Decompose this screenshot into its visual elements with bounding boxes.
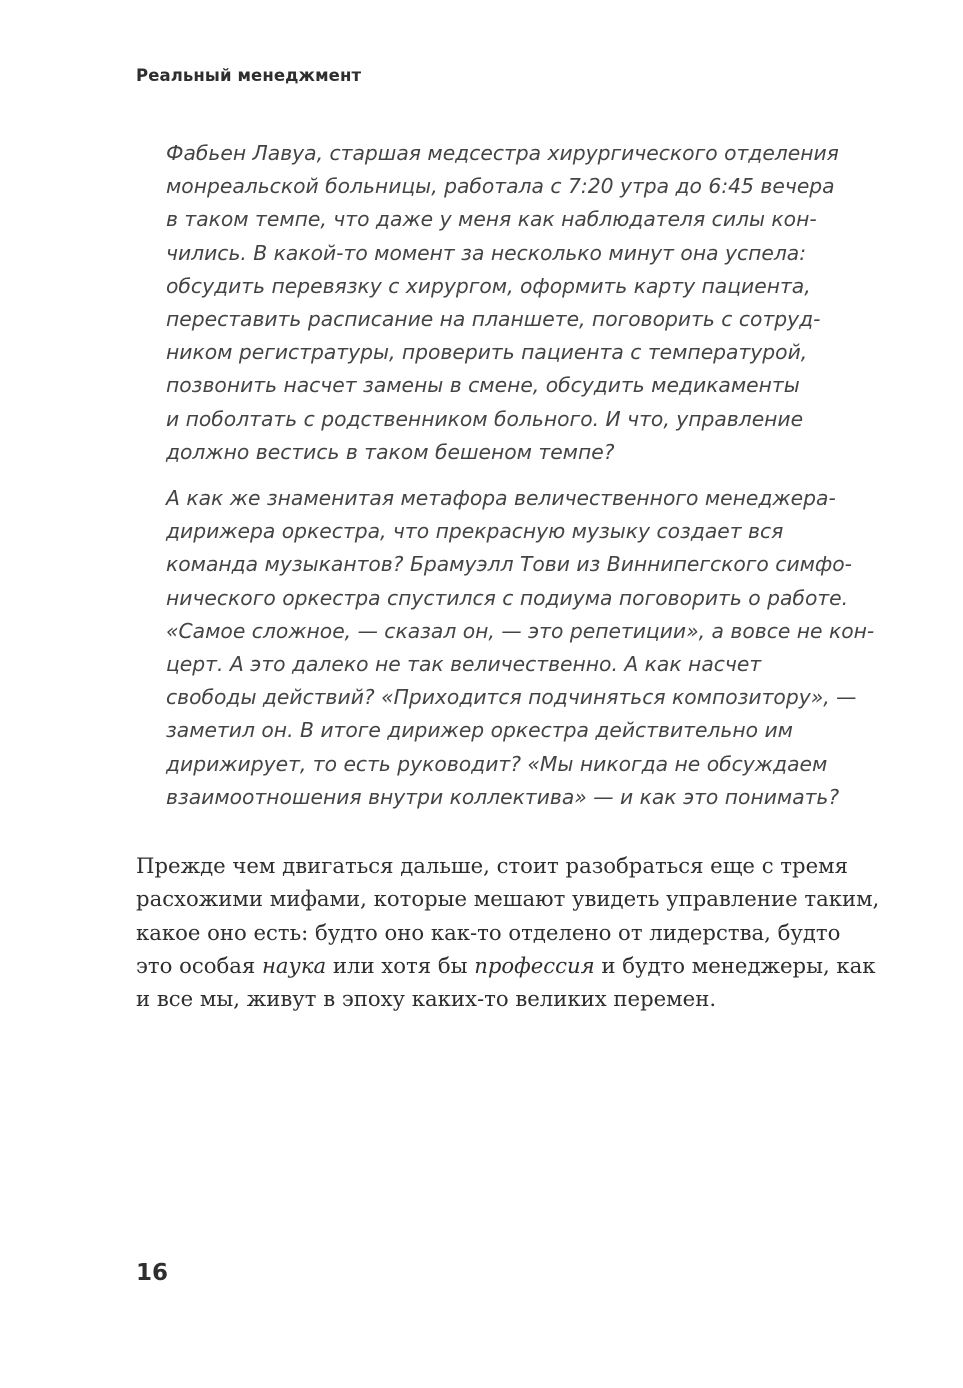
body-text-fragment: и будто менеджеры, как — [594, 952, 876, 978]
body-text-fragment: это особая — [136, 952, 262, 978]
body-line — [136, 949, 876, 982]
quote-line: дирижера оркестра, что прекрасную музыку создает вся — [166, 519, 784, 544]
quote-line: обсудить перевязку с хирургом, оформить карту пациента, — [166, 273, 811, 298]
quote-line: в таком темпе, что даже у меня как наблюдателя силы кон- — [166, 207, 817, 232]
running-head-title: Реальный менеджмент — [136, 66, 362, 85]
quote-line: Фабьен Лавуа, старшая медсестра хирургического отделения — [166, 141, 839, 165]
emphasis-professiya: профессия — [474, 952, 595, 978]
body-paragraph — [136, 849, 880, 1015]
quote-line: церт. А это далеко не так величественно. А как насчет — [166, 652, 762, 677]
quote-line: переставить расписание на планшете, поговорить с сотруд- — [166, 307, 821, 332]
body-line: какое оно есть: будто оно как-то отделено от лидерства, будто — [136, 919, 841, 945]
quote-line: и поболтать с родственником больного. И что, управление — [166, 406, 804, 431]
body-line: расхожими мифами, которые мешают увидеть управление таким, — [136, 886, 880, 912]
quote-line: чились. В какой-то момент за несколько минут она успела: — [166, 240, 807, 265]
quote-line: А как же знаменитая метафора величественного менеджера- — [166, 486, 836, 511]
quote-line: позвонить насчет замены в смене, обсудить медикаменты — [166, 373, 800, 398]
quote-line: взаимоотношения внутри коллектива» — и как это понимать? — [166, 784, 840, 809]
quote-line: заметил он. В итоге дирижер оркестра действительно им — [166, 718, 793, 743]
page-number: 16 — [136, 1260, 169, 1286]
quote-line: нического оркестра спустился с подиума поговорить о работе. — [166, 585, 849, 610]
quote-line: свободы действий? «Приходится подчиняться композитору», — — [166, 685, 857, 710]
quote-line: ником регистратуры, проверить пациента с температурой, — [166, 340, 808, 365]
body-text-fragment: или хотя бы — [326, 952, 475, 978]
quote-line: монреальской больницы, работала с 7:20 утра до 6:45 вечера — [166, 174, 835, 199]
quote-line: «Самое сложное, — сказал он, — это репетиции», а вовсе не кон- — [166, 618, 875, 643]
body-line: Прежде чем двигаться дальше, стоит разобраться еще с тремя — [136, 853, 848, 878]
quote-paragraph-2 — [166, 482, 875, 814]
quote-paragraph-1 — [166, 137, 839, 469]
quote-block — [166, 137, 875, 814]
quote-line: должно вестись в таком бешеном темпе? — [166, 439, 615, 464]
body-line: и все мы, живут в эпоху каких-то великих перемен. — [136, 986, 717, 1012]
emphasis-nauka: наука — [261, 952, 327, 978]
quote-line: дирижирует, то есть руководит? «Мы никогда не обсуждаем — [166, 751, 828, 776]
quote-line: команда музыкантов? Брамуэлл Тови из Виннипегского симфо- — [166, 552, 852, 577]
